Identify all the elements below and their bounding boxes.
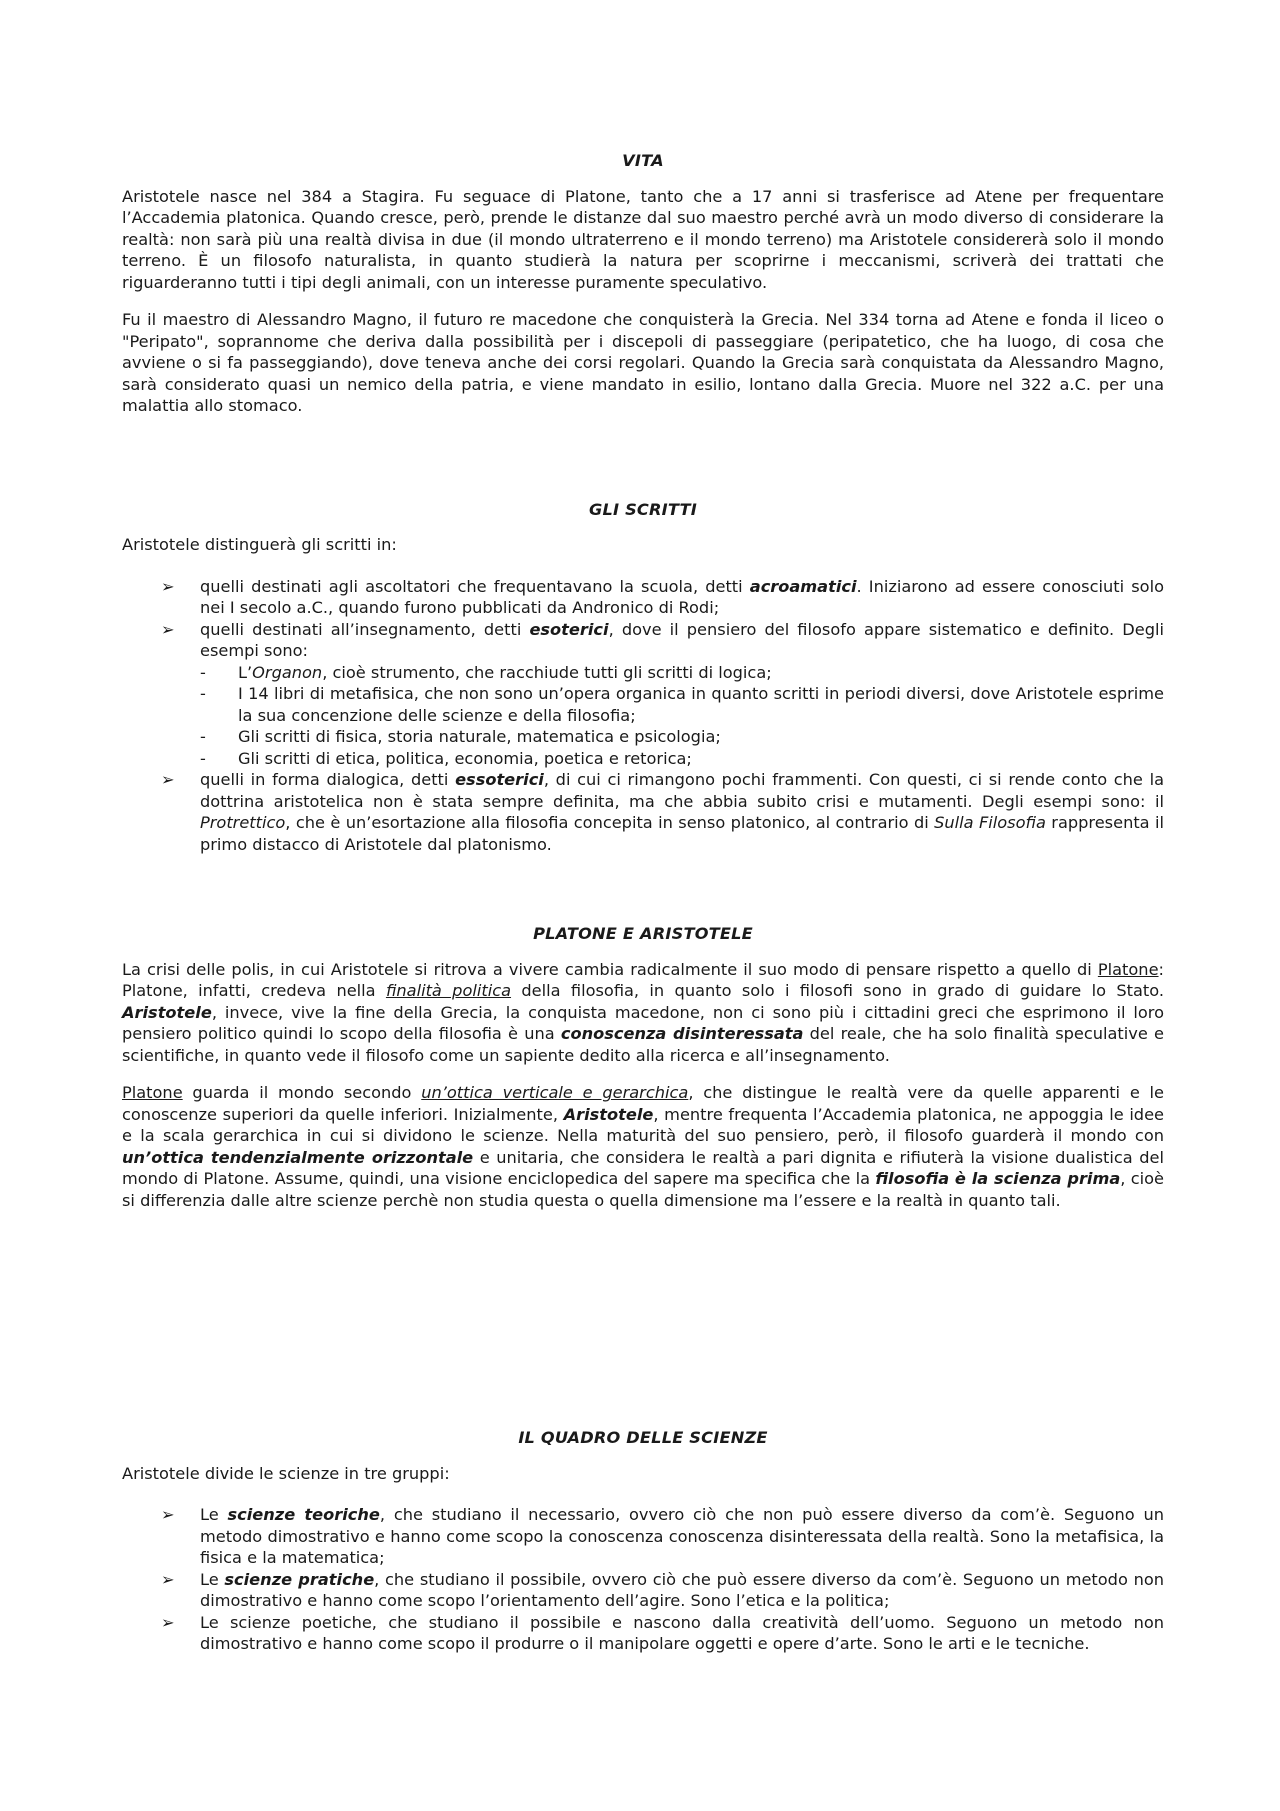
text: . Iniziarono ad essere conosciuti solo nei I secolo a.C., quando furono pubblicati da Andronico di Rodi; [200, 576, 1164, 617]
term-aristotele: Aristotele [563, 1104, 654, 1124]
dash-bullet-icon: - [200, 727, 206, 746]
spacer [122, 855, 1164, 923]
dash-bullet-icon: - [200, 684, 206, 703]
term-aristotele: Aristotele [122, 1002, 212, 1022]
text: , dove il pensiero del filosofo appare sistematico e definito. Degli esempi sono: [200, 619, 1164, 660]
scienze-list [122, 1504, 1164, 1655]
vita-paragraph-2: Fu il maestro di Alessandro Magno, il futuro re macedone che conquisterà la Grecia. Nel 334 torna ad Atene e fonda il liceo o "Peripato", soprannome che deriva dalla possibilità per i discepoli di passeggiare (peripatetico, che ha luogo, di cosa che avviene o si fa passeggiando), dove teneva anche dei corsi regolari. Quando la Grecia sarà conquistata da Alessandro Magno, sarà considerato quasi un nemico della patria, e viene mandato in esilio, lontano dalla Grecia. Muore nel 322 a.C. per una malattia allo stomaco. [122, 310, 1164, 415]
spacer [122, 1227, 1164, 1427]
title-protrettico: Protrettico [200, 813, 286, 832]
text: Le scienze poetiche, che studiano il possibile e nascono dalla creatività dell’uomo. Seguono un metodo non dimostrativo e hanno come scopo il produrre o il manipolare oggetti e opere d’arte. Sono le arti e le tecniche. [200, 1612, 1164, 1653]
text: Gli scritti di fisica, storia naturale, matematica e psicologia; [238, 727, 721, 746]
heading-platone-aristotele: PLATONE E ARISTOTELE [533, 924, 753, 943]
list-item [122, 619, 1164, 770]
text: : Platone, infatti, credeva nella [122, 959, 1164, 1000]
spacer [122, 433, 1164, 499]
text: guarda il mondo secondo [182, 1083, 422, 1102]
text: del reale, che ha solo finalità speculative e scientifiche, in quanto vede il filosofo come un sapiente dedito alla ricerca e all’insegnamento. [122, 1024, 1164, 1065]
term-finalita-politica: finalità politica [385, 981, 512, 1000]
text: Le [200, 1569, 225, 1589]
term-esoterici: esoterici [529, 619, 609, 639]
text: , cioè strumento, che racchiude tutti gli scritti di logica; [322, 662, 772, 682]
scritti-intro: Aristotele distinguerà gli scritti in: [122, 535, 397, 554]
dash-bullet-icon: - [200, 748, 206, 768]
text: e unitaria, che considera le realtà a pari dignita e rifiuterà la visione dualistica del mondo di Platone. Assume, quindi, una visione enciclopedica del sapere ma specifica che la [122, 1147, 1165, 1188]
text: , di cui ci rimangono pochi frammenti. Con questi, ci si rende conto che la dottrina aristotelica non è stata sempre definita, ma che abbia subito crisi e mutamenti. Degli esempi sono: il [200, 770, 1164, 811]
text: , mentre frequenta l’Accademia platonica, ne appoggia le idee e la scala gerarchica in cui si dividono le scienze. Nella maturità del suo pensiero, però, il filosofo guarderà il mondo con [122, 1104, 1165, 1145]
platone-paragraph-2 [122, 1082, 1164, 1211]
text: La crisi delle polis, in cui Aristotele si ritrova a vivere cambia radicalmente il suo modo di pensare rispetto a quello di [122, 959, 1098, 979]
sub-list [200, 662, 1164, 770]
title-sulla-filosofia: Sulla Filosofia [934, 813, 1046, 832]
term-filosofia-scienza-prima: filosofia è la scienza prima [875, 1169, 1121, 1188]
underlined-platone: Platone [122, 1083, 183, 1102]
sub-list-item [200, 726, 1164, 748]
title-organon: Organon [252, 662, 323, 682]
arrowhead-bullet-icon: ➢ [161, 1505, 175, 1524]
term-ottica-verticale: un’ottica verticale e gerarchica [421, 1083, 689, 1102]
term-conoscenza-disinteressata: conoscenza disinteressata [560, 1024, 804, 1043]
arrowhead-bullet-icon: ➢ [161, 1569, 175, 1589]
list-item [122, 576, 1164, 619]
term-scienze-pratiche: scienze pratiche [224, 1569, 375, 1589]
scienze-intro: Aristotele divide le scienze in tre gruppi: [122, 1463, 450, 1483]
text: , che distingue le realtà vere da quelle apparenti e le conoscenze superiori da quelle inferiori. Inizialmente, [122, 1083, 1164, 1124]
list-item [122, 1612, 1164, 1655]
vita-paragraph-1: Aristotele nasce nel 384 a Stagira. Fu seguace di Platone, tanto che a 17 anni si trasferisce ad Atene per frequentare l’Accademia platonica. Quando cresce, però, prende le distanze dal suo maestro perché avrà un modo diverso di considerare la realtà: non sarà più una realtà divisa in due (il mondo ultraterreno e il mondo terreno) ma Aristotele considererà solo il mondo terreno. È un filosofo naturalista, in quanto studierà la natura per scoprirne i meccanismi, scriverà dei trattati che riguarderanno tutti i tipi degli animali, con un interesse puramente speculativo. [122, 186, 1164, 292]
text: quelli destinati all’insegnamento, detti [200, 619, 530, 639]
sub-list-item [200, 683, 1164, 726]
term-acroamatici: acroamatici [749, 576, 857, 596]
arrowhead-bullet-icon: ➢ [161, 770, 175, 789]
text: , che è un’esortazione alla filosofia concepita in senso platonico, al contrario di [285, 813, 935, 832]
text: , cioè si differenzia dalle altre scienze perchè non studia questa o quella dimensione ma l’essere e la realtà in quanto tali. [122, 1169, 1164, 1210]
text: Gli scritti di etica, politica, economia, poetica e retorica; [238, 748, 692, 768]
arrowhead-bullet-icon: ➢ [161, 619, 175, 639]
text: rappresenta il primo distacco di Aristotele dal platonismo. [200, 813, 1164, 854]
text: , che studiano il possibile, ovvero ciò che può essere diverso da com’è. Seguono un metodo non dimostrativo e hanno come scopo l’orientamento dell’agire. Sono l’etica e la politica; [200, 1569, 1164, 1610]
text: , invece, vive la fine della Grecia, la conquista macedone, non ci sono più i cittadini greci che esprimono il loro pensiero politico quindi lo scopo della filosofia è una [122, 1002, 1164, 1043]
underlined-platone: Platone [1097, 959, 1159, 979]
arrowhead-bullet-icon: ➢ [161, 576, 175, 596]
heading-scritti: GLI SCRITTI [589, 499, 697, 519]
list-item [122, 1504, 1164, 1569]
arrowhead-bullet-icon: ➢ [161, 1612, 175, 1632]
text: quelli in forma dialogica, detti [200, 770, 456, 789]
list-item [122, 769, 1164, 855]
term-ottica-orizzontale: un’ottica tendenzialmente orizzontale [122, 1147, 474, 1167]
text: quelli destinati agli ascoltatori che frequentavano la scuola, detti [200, 576, 750, 596]
term-scienze-teoriche: scienze teoriche [227, 1505, 380, 1524]
text: della filosofia, in quanto solo i filosofi sono in grado di guidare lo Stato. [511, 981, 1164, 1000]
text: I 14 libri di metafisica, che non sono un’opera organica in quanto scritti in periodi diversi, dove Aristotele esprime la sua concenzione delle scienze e della filosofia; [238, 684, 1164, 725]
text: , che studiano il necessario, ovvero ciò che non può essere diverso da com’è. Seguono un metodo dimostrativo e hanno come scopo la conoscenza conoscenza disinteressata della realtà. Sono la metafisica, la fisica e la matematica; [200, 1505, 1164, 1567]
heading-quadro-scienze: IL QUADRO DELLE SCIENZE [518, 1428, 768, 1447]
text: L’ [238, 662, 253, 682]
text: Le [200, 1505, 228, 1524]
list-item [122, 1569, 1164, 1612]
heading-vita: VITA [622, 151, 664, 170]
scritti-list [122, 576, 1164, 856]
term-essoterici: essoterici [455, 770, 544, 789]
sub-list-item [200, 748, 1164, 770]
dash-bullet-icon: - [200, 662, 206, 682]
platone-paragraph-1 [122, 959, 1164, 1067]
sub-list-item [200, 662, 1164, 684]
